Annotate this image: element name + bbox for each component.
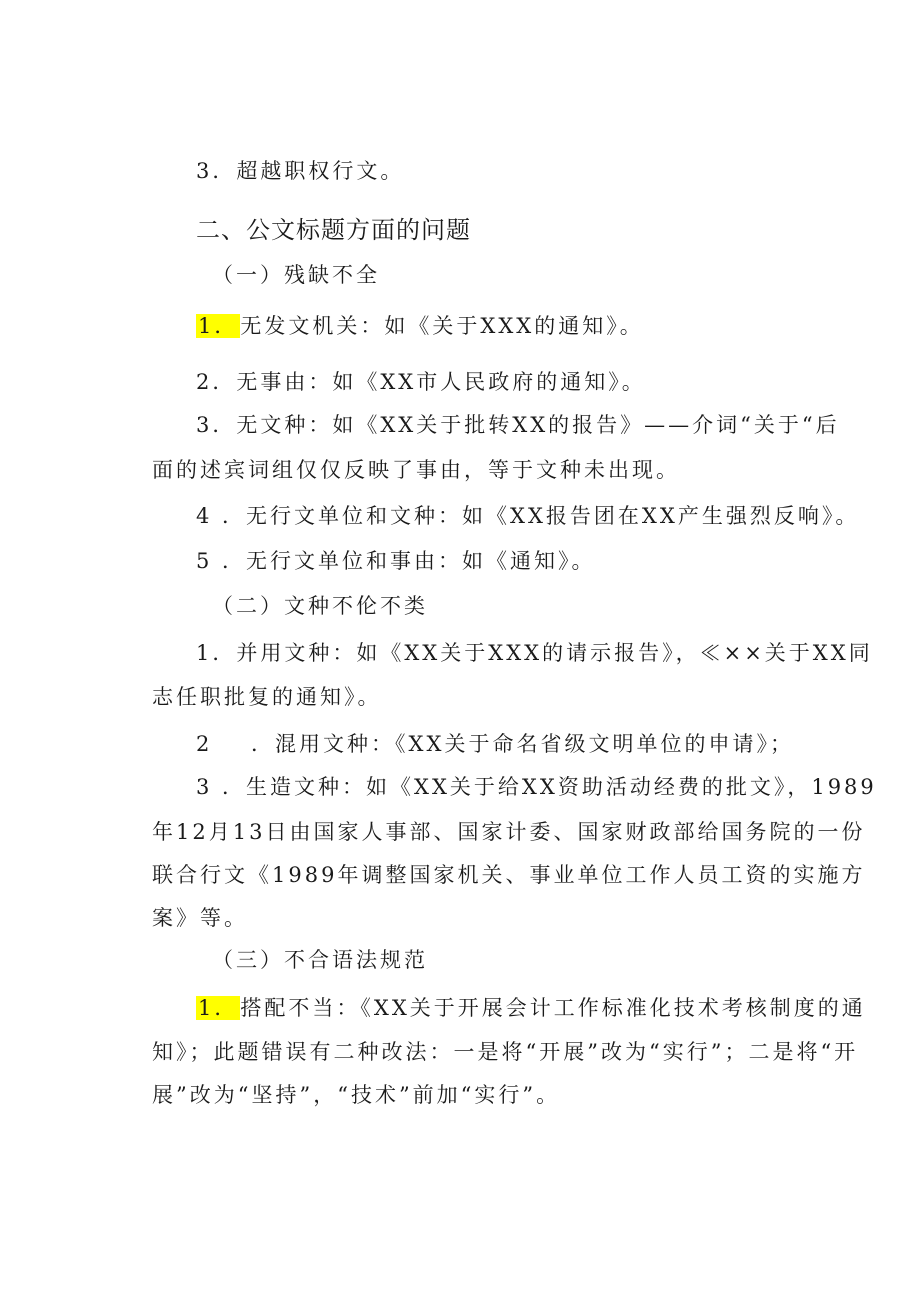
item-mismatch-line1 [196, 993, 866, 1023]
subheading-incomplete: （一）残缺不全 [212, 263, 380, 287]
item-no-unit-and-subject: 5 ．无行文单位和事由：如《通知》。 [196, 549, 596, 573]
item-no-doc-type-line1: 3．无文种：如《XX关于批转XX的报告》——介词“关于“后 [196, 413, 840, 437]
item-invented-types-line4: 案》等。 [152, 906, 248, 930]
item-invented-types-line1: 3 ．生造文种：如《XX关于给XX资助活动经费的批文》，1989 [196, 775, 877, 799]
item-mismatch-line3: 展”改为“坚持”，“技术”前加“实行”。 [152, 1083, 561, 1107]
item-mismatch-line2: 知》；此题错误有二种改法：一是将“开展”改为“实行”；二是将“开 [152, 1040, 859, 1064]
subheading-mixed-types: （二）文种不伦不类 [212, 594, 428, 618]
item-confused-types: 2 ．混用文种：《XX关于命名省级文明单位的申请》； [196, 732, 794, 756]
item-invented-types-line2: 年12月13日由国家人事部、国家计委、国家财政部给国务院的一份 [152, 820, 866, 844]
item-no-doc-type-line2: 面的述宾词组仅仅反映了事由，等于文种未出现。 [152, 458, 680, 482]
highlighted-item-number: 1． [198, 996, 239, 1020]
highlighted-item-number: 1． [198, 314, 239, 338]
item-text: 搭配不当：《XX关于开展会计工作标准化技术考核制度的通 [240, 996, 866, 1020]
section-heading-title-problems: 二、公文标题方面的问题 [196, 216, 471, 244]
item-invented-types-line3: 联合行文《1989年调整国家机关、事业单位工作人员工资的实施方 [152, 863, 866, 887]
item-no-subject: 2．无事由：如《XX市人民政府的通知》。 [196, 370, 646, 394]
item-combined-types-line1: 1．并用文种：如《XX关于XXX的请示报告》，≪××关于XX同 [196, 641, 873, 665]
paragraph-exceeding-authority: 3．超越职权行文。 [196, 159, 405, 183]
item-text: 无发文机关：如《关于XXX的通知》。 [240, 314, 644, 338]
item-combined-types-line2: 志任职批复的通知》。 [152, 685, 382, 709]
subheading-grammar: （三）不合语法规范 [212, 948, 428, 972]
item-no-issuing-authority [196, 311, 644, 341]
item-no-unit-and-type: 4 ．无行文单位和文种：如《XX报告团在XX产生强烈反响》。 [196, 504, 860, 528]
